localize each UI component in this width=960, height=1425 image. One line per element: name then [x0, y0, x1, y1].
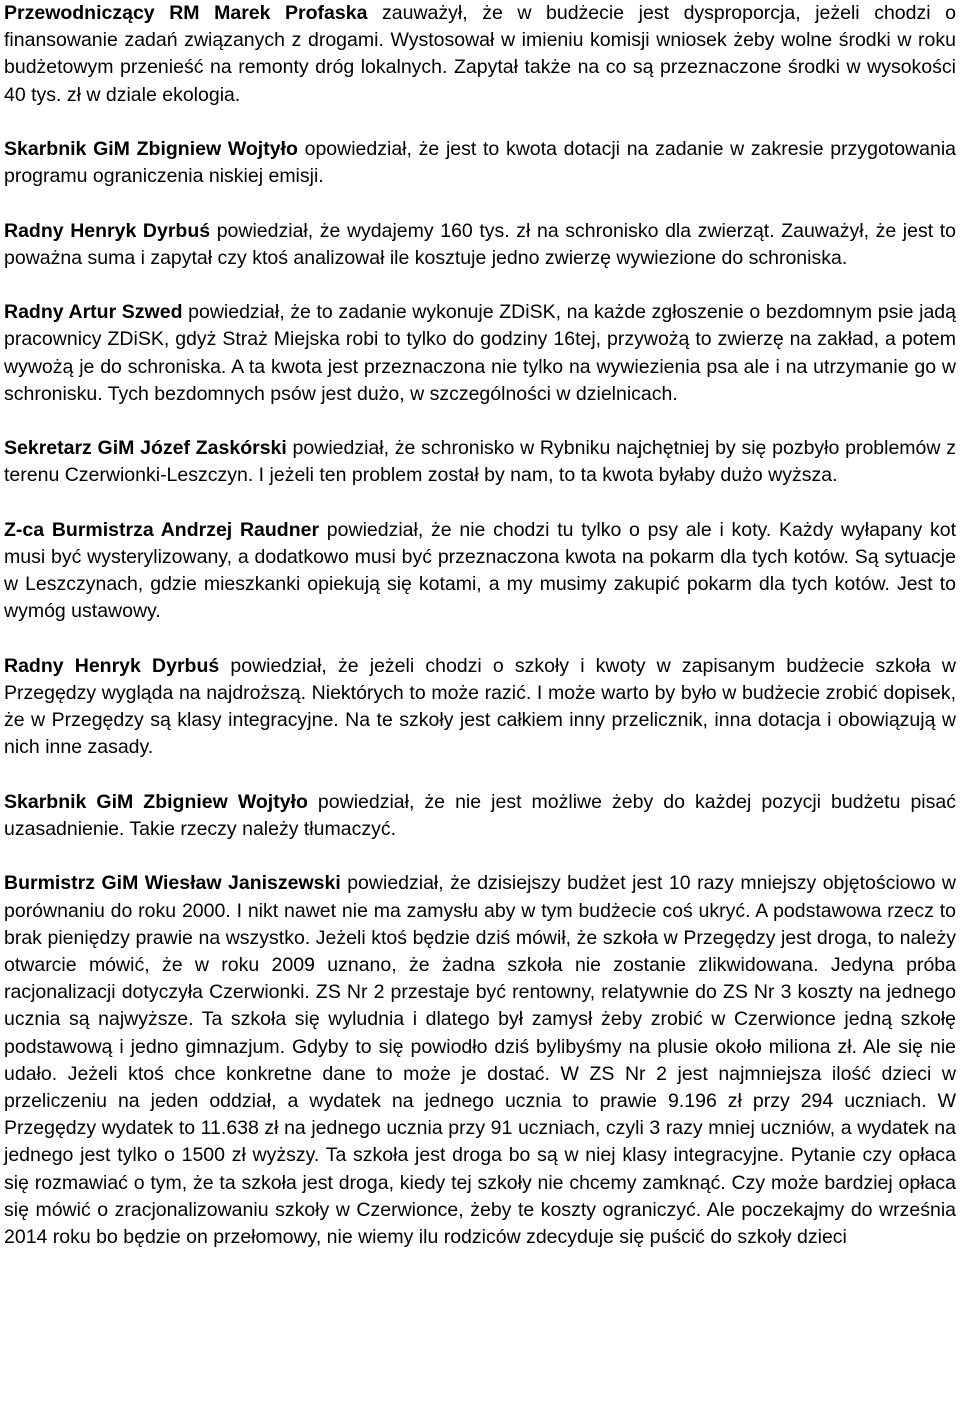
- paragraph-wojtylo-1: [4, 136, 956, 190]
- paragraph-raudner: [4, 517, 956, 626]
- speaker-name: Przewodniczący RM Marek Profaska: [4, 2, 368, 24]
- paragraph-text: opowiedział, że jest to kwota dotacji na zadanie w zakresie przygotowania programu ograniczenia niskiej emisji.: [4, 138, 956, 188]
- speaker-name: Radny Henryk Dyrbuś: [4, 219, 211, 242]
- paragraph-text: zauważył, że w budżecie jest dysproporcja, jeżeli chodzi o finansowanie zadań związanych z drogami. Wystosował w imieniu komisji wniosek żeby wolne środki w roku budżetowym przenieść na remonty dróg lokalnych. Zapytał także na co są przeznaczone środki w wysokości 40 tys. zł w dziale ekologia.: [4, 2, 956, 106]
- speaker-name: Z-ca Burmistrza Andrzej Raudner: [4, 518, 320, 541]
- document-page: [4, 0, 956, 1278]
- paragraph-text: powiedział, że dzisiejszy budżet jest 10 razy mniejszy objętościowo w porównaniu do roku 2000. I nikt nawet nie ma zamysłu aby w tym budżecie coś ukryć. A podstawowa rzecz to brak pieniędzy prawie na wszystko. Jeżeli ktoś będzie dziś mówił, że szkoła w Przegędzy jest droga, to należy otwarcie mówić, że w roku 2009 uznano, że żadna szkoła nie zostanie zlikwidowana. Jedyna próba racjonalizacji dotyczyła Czerwionki. ZS Nr 2 przestaje być rentowny, relatywnie do ZS Nr 3 koszty na jednego ucznia są najwyższe. Ta szkoła się wyludnia i dlatego był zamysł żeby zrobić w Czerwionce jedną szkołę podstawową i jedno gimnazjum. Gdyby to się powiodło dziś bylibyśmy na plusie około miliona zł. Ale się nie udało. Jeżeli ktoś chce konkretne dane to może je dostać. W ZS Nr 2 jest najmniejsza ilość dzieci w przeliczeniu na jeden oddział, a wydatek na jednego ucznia to prawie 9.196 zł przy 294 uczniach. W Przegędzy wydatek to 11.638 zł na jednego ucznia przy 91 uczniach, czyli 3 razy mniej uczniów, a wydatek na jednego jest tylko o 1500 zł wyższy. Ta szkoła jest droga bo są w niej klasy integracyjne. Pytanie czy opłaca się rozmawiać o tym, że ta szkoła jest droga, kiedy tej szkoły nie chcemy zamknąć. Czy może bardziej opłaca się mówić o zracjonalizowaniu szkoły w Czerwionce, żeby te koszty ograniczyć. Ale poczekajmy do września 2014 roku bo będzie on przełomowy, nie wiemy ilu rodziców zdecyduje się puścić do szkoły dzieci: [4, 872, 956, 1249]
- paragraph-janiszewski: [4, 870, 956, 1251]
- speaker-name: Skarbnik GiM Zbigniew Wojtyło: [4, 138, 298, 160]
- speaker-name: Burmistrz GiM Wiesław Janiszewski: [4, 872, 341, 895]
- paragraph-dyrbus-1: [4, 218, 956, 272]
- paragraph-text: powiedział, że to zadanie wykonuje ZDiSK, na każde zgłoszenie o bezdomnym psie jadą pracownicy ZDiSK, gdyż Straż Miejska robi to tylko do godziny 16tej, przywożą to zwierzę na zakład, a potem wywożą je do schroniska. A ta kwota jest przeznaczona nie tylko na wywiezienia psa ale i na utrzymanie go w schronisku. Tych bezdomnych psów jest dużo, w szczególności w dzielnicach.: [4, 301, 956, 405]
- speaker-name: Radny Henryk Dyrbuś: [4, 654, 220, 677]
- paragraph-text: powiedział, że nie jest możliwe żeby do każdej pozycji budżetu pisać uzasadnienie. Takie rzeczy należy tłumaczyć.: [4, 790, 956, 840]
- paragraph-text: powiedział, że nie chodzi tu tylko o psy ale i koty. Każdy wyłapany kot musi być wysterylizowany, a dodatkowo musi być przeznaczona kwota na pokarm dla tych kotów. Są sytuacje w Leszczynach, gdzie mieszkanki opiekują się kotami, a my musimy zakupić pokarm dla tych kotów. Jest to wymóg ustawowy.: [4, 518, 956, 623]
- speaker-name: Radny Artur Szwed: [4, 301, 183, 324]
- paragraph-szwed: [4, 299, 956, 408]
- paragraph-text: powiedział, że jeżeli chodzi o szkoły i kwoty w zapisanym budżecie szkoła w Przegędzy wygląda na najdroższą. Niektórych to może razić. I może warto by było w budżecie zrobić dopisek, że w Przegędzy są klasy integracyjne. Na te szkoły jest całkiem inny przelicznik, inna dotacja i obowiązują w nich inne zasady.: [4, 654, 957, 759]
- speaker-name: Skarbnik GiM Zbigniew Wojtyło: [4, 790, 308, 813]
- paragraph-wojtylo-2: [4, 789, 956, 843]
- paragraph-text: powiedział, że schronisko w Rybniku najchętniej by się pozbyło problemów z terenu Czerwionki-Leszczyn. I jeżeli ten problem został by nam, to ta kwota byłaby dużo wyższa.: [4, 437, 956, 487]
- paragraph-text: powiedział, że wydajemy 160 tys. zł na schronisko dla zwierząt. Zauważył, że jest to poważna suma i zapytał czy ktoś analizował ile kosztuje jedno zwierzę wywiezione do schroniska.: [4, 219, 956, 269]
- paragraph-profaska: [4, 0, 956, 109]
- speaker-name: Sekretarz GiM Józef Zaskórski: [4, 437, 287, 460]
- paragraph-dyrbus-2: [4, 653, 956, 762]
- paragraph-zaskorski: [4, 435, 956, 489]
